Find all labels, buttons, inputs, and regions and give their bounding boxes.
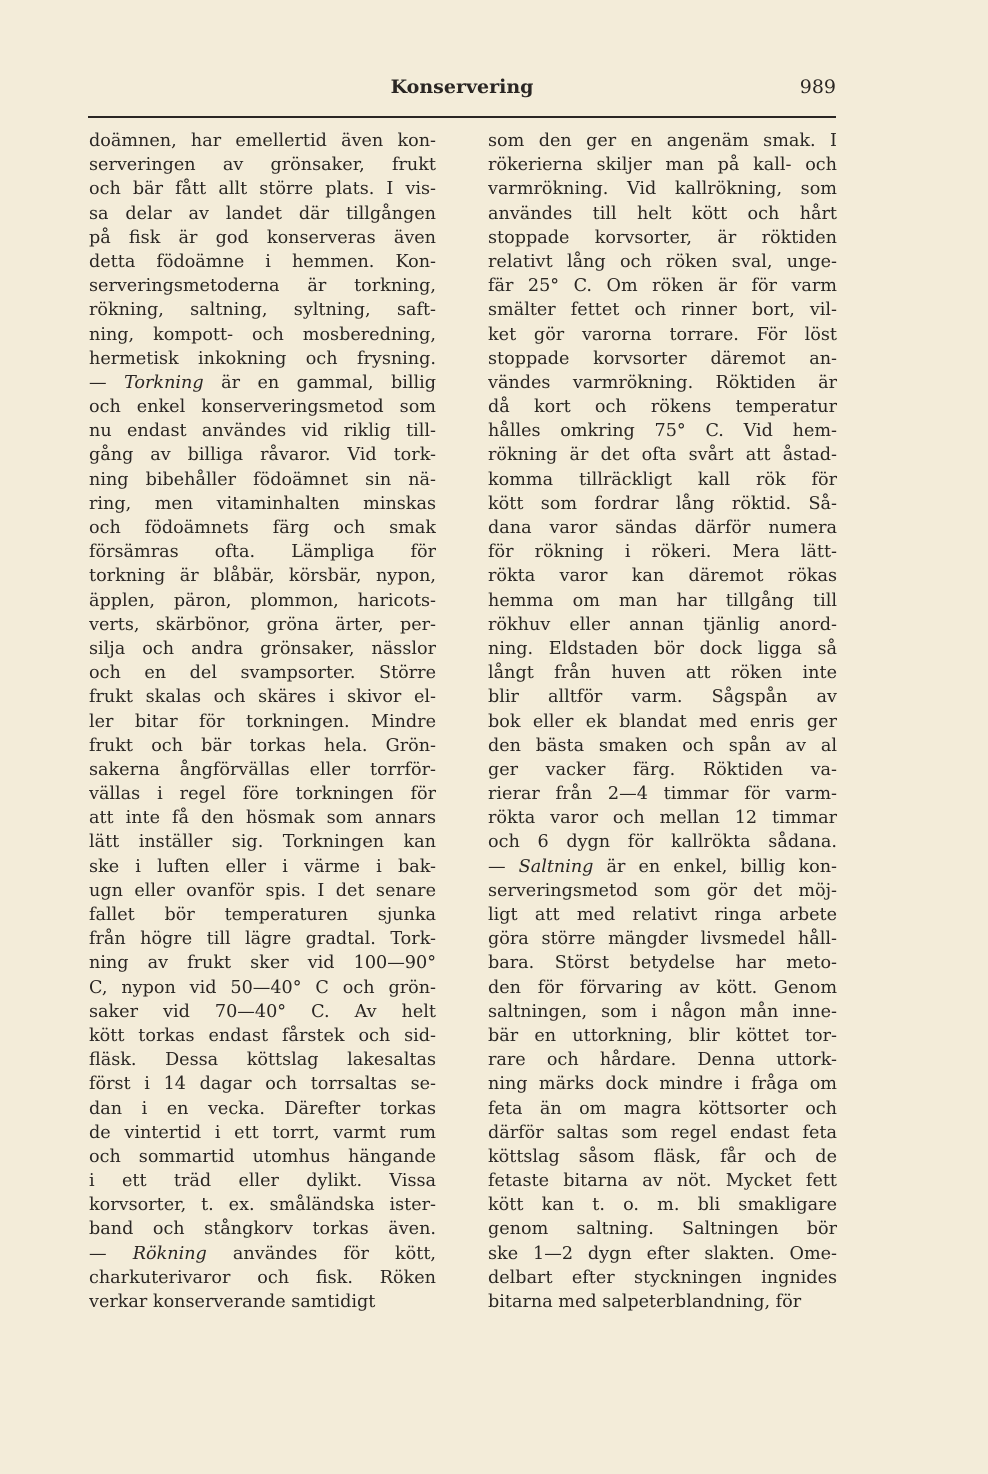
left-column: [89, 129, 436, 1314]
right-column: [488, 129, 837, 1314]
text-line: hålles omkring 75° C. Vid hem-: [488, 421, 837, 442]
text-line: saltningen, som i någon mån inne-: [488, 1001, 837, 1022]
text-line: fär 25° C. Om röken är för varm: [488, 276, 837, 297]
text-line: doämnen, har emellertid även kon-: [89, 131, 436, 151]
text-line: torkning är blåbär, körsbär, nypon,: [89, 566, 436, 587]
text-line: korvsorter, t. ex. småländska ister-: [89, 1195, 436, 1216]
text-line: och en del svampsorter. Större: [89, 663, 436, 684]
text-line: äpplen, päron, plommon, haricots-: [89, 590, 436, 611]
text-line: frukt och bär torkas hela. Grön-: [89, 735, 436, 756]
italic-term: Rökning: [132, 1243, 207, 1264]
text-line: feta än om magra köttsorter och: [488, 1098, 837, 1119]
text-line: köttslag såsom fläsk, får och de: [488, 1146, 837, 1167]
text-line: kött torkas endast fårstek och sid-: [89, 1025, 436, 1046]
text-line: — Rökning användes för kött,: [89, 1243, 436, 1264]
text-line: — Saltning är en enkel, billig kon-: [488, 856, 837, 877]
text-line: och sommartid utomhus hängande: [89, 1146, 436, 1167]
text-line: och 6 dygn för kallrökta sådana.: [488, 832, 837, 853]
text-line: silja och andra grönsaker, nässlor: [89, 638, 436, 659]
text-line: dan i en vecka. Därefter torkas: [89, 1098, 436, 1119]
text-line: komma tillräckligt kall rök för: [488, 469, 837, 490]
text-line: och enkel konserveringsmetod som: [89, 397, 436, 418]
text-line: bitarna med salpeterblandning, för: [488, 1292, 802, 1312]
italic-term: Saltning: [518, 856, 594, 877]
text-line: serveringsmetoderna är torkning,: [89, 276, 436, 297]
text-line: göra större mängder livsmedel håll-: [488, 929, 837, 950]
text-line: för rökning i rökeri. Mera lätt-: [488, 542, 837, 563]
text-line: ket gör varorna torrare. För löst: [488, 324, 837, 345]
running-head: [88, 76, 836, 102]
text-line: dana varor sändas därför numera: [488, 518, 837, 538]
text-line: delbart efter styckningen ingnides: [488, 1267, 837, 1288]
text-line: gång av billiga råvaror. Vid tork-: [89, 445, 436, 466]
text-line: ning, kompott- och mosberedning,: [89, 324, 436, 345]
text-line: rökning är det ofta svårt att åstad-: [488, 445, 837, 466]
text-line: ugn eller ovanför spis. I det senare: [89, 880, 436, 901]
text-line: sakerna ångförvällas eller torrför-: [89, 759, 436, 780]
text-line: sa delar av landet där tillgången: [89, 203, 436, 224]
text-line: den för förvaring av kött. Genom: [488, 977, 837, 998]
text-line: kött kan t. o. m. bli smakligare: [488, 1195, 837, 1216]
text-line: charkuterivaror och fisk. Röken: [89, 1267, 436, 1288]
text-line: detta födoämne i hemmen. Kon-: [89, 251, 436, 272]
text-line: stoppade korvsorter däremot an-: [488, 348, 837, 369]
text-line: och bär fått allt större plats. I vis-: [89, 179, 436, 200]
text-line: hemma om man har tillgång till: [488, 590, 837, 611]
text-line: som den ger en angenäm smak. I: [488, 131, 837, 151]
text-line: den bästa smaken och spån av al: [488, 735, 837, 756]
text-line: smälter fettet och rinner bort, vil-: [488, 300, 837, 321]
text-line: försämras ofta. Lämpliga för: [89, 542, 436, 563]
text-line: att inte få den hösmak som annars: [89, 808, 436, 829]
text-line: hermetisk inkokning och frysning.: [89, 348, 436, 369]
text-line: ligt att med relativt ringa arbete: [488, 905, 837, 925]
text-line: saker vid 70—40° C. Av helt: [89, 1001, 436, 1022]
text-line: rierar från 2—4 timmar för varm-: [488, 784, 837, 805]
text-line: blir alltför varm. Sågspån av: [488, 687, 837, 708]
text-line: varmrökning. Vid kallrökning, som: [488, 179, 837, 200]
text-line: vändes varmrökning. Röktiden är: [488, 372, 837, 393]
text-line: rökning, saltning, syltning, saft-: [89, 300, 436, 321]
text-line: fetaste bitarna av nöt. Mycket fett: [488, 1171, 837, 1192]
text-line: först i 14 dagar och torrsaltas se-: [89, 1074, 436, 1095]
text-line: ske 1—2 dygn efter slakten. Ome-: [488, 1243, 837, 1264]
text-line: fallet bör temperaturen sjunka: [89, 905, 436, 925]
text-line: relativt lång och röken sval, unge-: [488, 251, 837, 272]
text-line: band och stångkorv torkas även.: [89, 1219, 436, 1240]
text-line: långt från huven att röken inte: [488, 663, 837, 684]
text-line: genom saltning. Saltningen bör: [488, 1219, 837, 1240]
italic-term: Torkning: [124, 372, 204, 393]
text-line: C, nypon vid 50—40° C och grön-: [89, 977, 436, 998]
text-line: ning märks dock mindre i fråga om: [488, 1074, 837, 1095]
text-line: lätt inställer sig. Torkningen kan: [89, 832, 436, 853]
text-line: ske i luften eller i värme i bak-: [89, 856, 436, 877]
text-line: serveringen av grönsaker, frukt: [89, 155, 436, 176]
text-line: fläsk. Dessa köttslag lakesaltas: [89, 1050, 436, 1071]
text-line: rökta varor och mellan 12 timmar: [488, 808, 837, 829]
header-rule: [88, 116, 836, 118]
text-line: rökerierna skiljer man på kall- och: [488, 155, 837, 176]
text-line: bok eller ek blandat med enris ger: [488, 711, 837, 732]
page-number: 989: [799, 76, 836, 98]
text-line: därför saltas som regel endast feta: [488, 1122, 837, 1143]
text-line: ler bitar för torkningen. Mindre: [89, 711, 436, 732]
text-line: bär en uttorkning, blir köttet tor-: [488, 1025, 837, 1046]
text-line: rökhuv eller annan tjänlig anord-: [488, 614, 837, 635]
text-line: stoppade korvsorter, är röktiden: [488, 227, 837, 248]
running-title: Konservering: [390, 76, 534, 98]
text-line: serveringsmetod som gör det möj-: [488, 880, 837, 901]
text-line: vällas i regel före torkningen för: [89, 784, 436, 805]
text-line: på fisk är god konserveras även: [89, 227, 436, 248]
text-line: ning bibehåller födoämnet sin nä-: [89, 469, 436, 490]
text-line: från högre till lägre gradtal. Tork-: [89, 929, 436, 950]
text-line: ning av frukt sker vid 100—90°: [89, 953, 436, 974]
text-line: verkar konserverande samtidigt: [89, 1292, 376, 1312]
text-line: de vintertid i ett torrt, varmt rum: [89, 1122, 436, 1143]
text-line: ring, men vitaminhalten minskas: [89, 493, 436, 514]
text-line: ning. Eldstaden bör dock ligga så: [488, 638, 837, 659]
text-line: rare och hårdare. Denna uttork-: [488, 1050, 837, 1071]
text-line: i ett träd eller dylikt. Vissa: [89, 1171, 436, 1192]
text-line: verts, skärbönor, gröna ärter, per-: [89, 614, 436, 635]
text-line: och födoämnets färg och smak: [89, 518, 436, 538]
text-line: rökta varor kan däremot rökas: [488, 566, 837, 587]
text-line: kött som fordrar lång röktid. Så-: [488, 493, 837, 514]
text-line: nu endast användes vid riklig till-: [89, 421, 436, 442]
text-line: användes till helt kött och hårt: [488, 203, 837, 224]
text-line: ger vacker färg. Röktiden va-: [488, 759, 837, 780]
text-line: bara. Störst betydelse har meto-: [488, 953, 837, 974]
text-line: — Torkning är en gammal, billig: [89, 372, 436, 393]
text-line: frukt skalas och skäres i skivor el-: [89, 687, 436, 708]
text-line: då kort och rökens temperatur: [488, 397, 837, 418]
